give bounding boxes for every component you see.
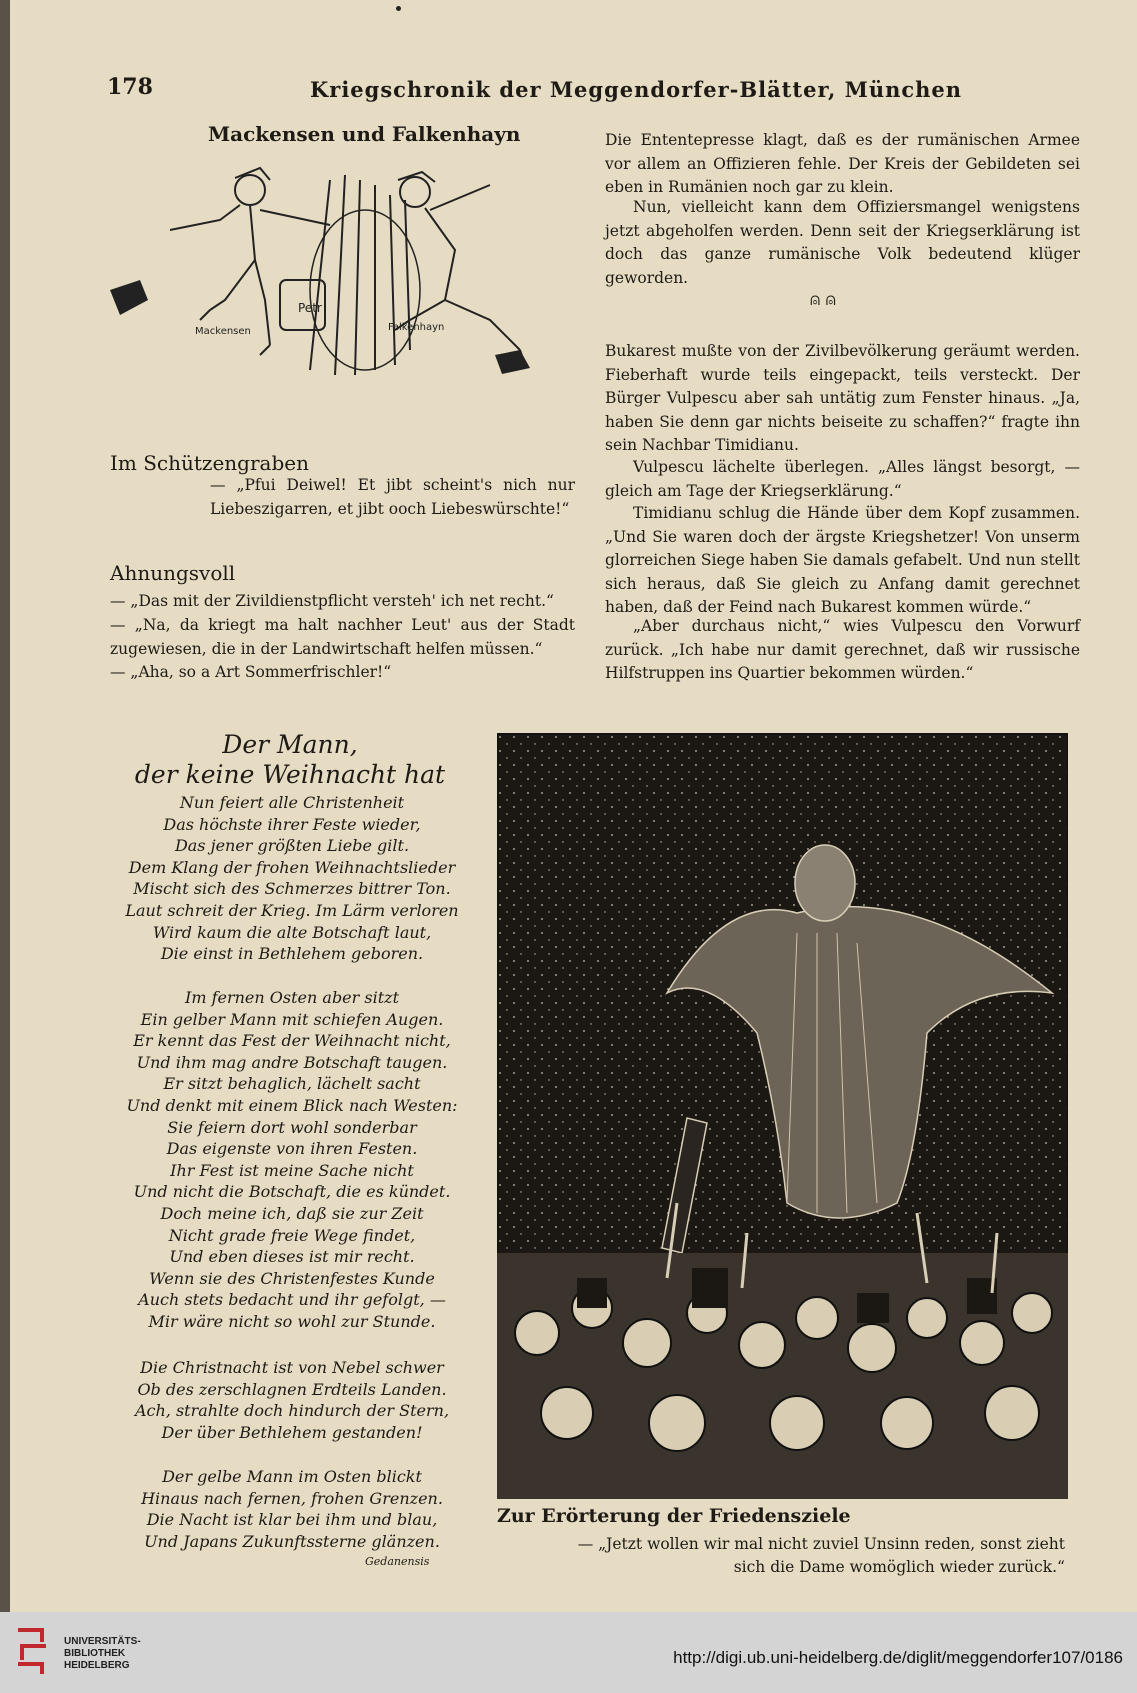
library-line-2: BIBLIOTHEK <box>64 1648 126 1659</box>
poem-line: Doch meine ich, daß sie zur Zeit <box>160 1203 424 1223</box>
library-line-1: UNIVERSITÄTS- <box>64 1636 141 1647</box>
poem-line: Im fernen Osten aber sitzt <box>185 988 399 1007</box>
poem-line: Mischt sich des Schmerzes bittrer Ton. <box>133 879 451 899</box>
scan-edge <box>0 0 10 1612</box>
poem-line: Das jener größten Liebe gilt. <box>174 836 410 856</box>
caption-text: — „Jetzt wollen wir mal nicht zuviel Unsinn reden, sonst zieht sich die Dame womöglich wieder zurück.“ <box>577 1535 1065 1576</box>
poem-line: Nun feiert alle Christenheit <box>179 793 405 812</box>
poem-line: Mir wäre nicht so wohl zur Stunde. <box>148 1311 436 1331</box>
reply-paragraph: „Aber durchaus nicht,“ wies Vulpescu den Vorwurf zurück. „Ich habe nur damit gerechnet, daß wir russische Hilfstruppen ins Quartier bekommen würden.“ <box>605 617 1080 682</box>
poem-line: Laut schreit der Krieg. Im Lärm verloren <box>125 900 459 920</box>
joke2-title: Ahnungsvoll <box>110 561 236 585</box>
poem-stanza-1 <box>72 792 512 965</box>
poem-line: Dem Klang der frohen Weihnachtslieder <box>128 857 456 877</box>
poem-line: Und ihm mag andre Botschaft taugen. <box>136 1052 448 1072</box>
poem-line: Ein gelber Mann mit schiefen Augen. <box>140 1009 444 1029</box>
university-logo-icon[interactable] <box>12 1626 52 1678</box>
vulpescu-paragraph: Vulpescu lächelte überlegen. „Alles längst besorgt, — gleich am Tage der Kriegserklärung.“ <box>605 458 1080 500</box>
poem-line: Ob des zerschlagnen Erdteils Landen. <box>137 1379 447 1399</box>
poem-line: Der gelbe Mann im Osten blickt <box>162 1467 422 1486</box>
poem-stanza-2 <box>72 987 512 1333</box>
timidianu-paragraph: Timidianu schlug die Hände über dem Kopf zusammen. „Und Sie waren doch der ärgste Kriegshetzer! Von unserm glorreichen Siege haben Sie damals gefabelt. Und nun stellt sich heraus, daß Sie gleich zu Anfang damit gerechnet haben, daß der Feind nach Bukarest kommen würde.“ <box>605 504 1080 616</box>
poem-author: Gedanensis <box>365 1555 430 1568</box>
section-ornament: ⍝ ⍝ <box>810 290 836 310</box>
poem-title-line2: der keine Weihnacht hat <box>134 760 446 789</box>
officer-paragraph: Nun, vielleicht kann dem Offiziersmangel wenigstens jetzt abgeholfen werden. Denn seit der Kriegserklärung ist doch das ganze rumänische Volk bedeutend klüger geworden. <box>605 198 1080 287</box>
caption-title: Zur Erörterung der Friedensziele <box>497 1505 851 1527</box>
poem-line: Und denkt mit einem Blick nach Westen: <box>126 1095 458 1115</box>
poem-line: Ihr Fest ist meine Sache nicht <box>170 1160 414 1180</box>
poem-line: Das eigenste von ihren Festen. <box>166 1139 418 1159</box>
joke1-text: — „Pfui Deiwel! Et jibt scheint's nich nur Liebeszigarren, et jibt ooch Liebeswürschte!“ <box>210 476 575 518</box>
joke2-line-2: — „Na, da kriegt ma halt nachher Leut' aus der Stadt zugewiesen, die in der Landwirtschaft helfen müssen.“ <box>110 616 575 658</box>
page-dot <box>396 6 401 11</box>
viewer-footer <box>0 1612 1137 1693</box>
poem-line: Und Japans Zukunftssterne glänzen. <box>144 1531 440 1551</box>
poem-line: Der über Bethlehem gestanden! <box>161 1422 423 1442</box>
poem-line: Das höchste ihrer Feste wieder, <box>163 814 421 834</box>
poem-line: Hinaus nach fernen, frohen Grenzen. <box>141 1488 443 1508</box>
cartoon-title: Mackensen und Falkenhayn <box>208 122 521 146</box>
poem-line: Und nicht die Botschaft, die es kündet. <box>133 1182 451 1202</box>
label-falkenhayn: Falkenhayn <box>388 322 445 333</box>
poem-line: Er sitzt behaglich, lächelt sacht <box>163 1074 421 1094</box>
poem-line: Ach, strahlte doch hindurch der Stern, <box>134 1401 450 1421</box>
poem-title-line1: Der Mann, <box>222 730 358 759</box>
poem-line: Nicht grade freie Wege findet, <box>168 1225 416 1245</box>
permalink-url[interactable]: http://digi.ub.uni-heidelberg.de/diglit/meggendorfer107/0186 <box>673 1648 1123 1667</box>
poem-line: Auch stets bedacht und ihr gefolgt, — <box>138 1290 446 1310</box>
peace-aims-cartoon <box>497 733 1068 1499</box>
poem-line: Die einst in Bethlehem geboren. <box>160 944 424 964</box>
sack-label: Petr <box>298 301 322 315</box>
library-line-3: HEIDELBERG <box>64 1660 130 1671</box>
joke2-line-3: — „Aha, so a Art Sommerfrischler!“ <box>110 663 392 681</box>
running-header: Kriegschronik der Meggendorfer-Blätter, München <box>310 77 963 102</box>
label-mackensen: Mackensen <box>195 326 251 337</box>
joke2-line-1: — „Das mit der Zivildienstpflicht versteh' ich net recht.“ <box>110 592 554 610</box>
scanned-page <box>10 0 1137 1612</box>
bukarest-paragraph: Bukarest mußte von der Zivilbevölkerung geräumt werden. Fieberhaft wurde teils eingepackt, teils versteckt. Der Bürger Vulpescu aber sah untätig zum Fenster hinaus. „Ja, haben Sie denn gar nichts beiseite zu schaffen?“ fragte ihn sein Nachbar Timidianu. <box>605 342 1080 454</box>
poem-line: Wird kaum die alte Botschaft laut, <box>152 922 432 942</box>
mackensen-falkenhayn-cartoon <box>110 150 540 395</box>
poem-line: Die Christnacht ist von Nebel schwer <box>140 1358 444 1377</box>
page-number: 178 <box>107 74 153 100</box>
joke1-title: Im Schützengraben <box>110 451 309 475</box>
library-name <box>64 1636 141 1672</box>
poem-line: Die Nacht ist klar bei ihm und blau, <box>146 1510 438 1530</box>
poem-line: Und eben dieses ist mir recht. <box>169 1247 415 1267</box>
poem-line: Wenn sie des Christenfestes Kunde <box>149 1268 435 1288</box>
poem-stanza-3 <box>72 1357 512 1443</box>
entente-paragraph: Die Ententepresse klagt, daß es der rumänischen Armee vor allem an Offizieren fehle. Der Kreis der Gebildeten sei eben in Rumänien noch gar zu klein. <box>605 131 1080 196</box>
poem-stanza-4 <box>72 1466 512 1552</box>
poem-line: Er kennt das Fest der Weihnacht nicht, <box>133 1031 451 1051</box>
poem-line: Sie feiern dort wohl sonderbar <box>167 1117 417 1137</box>
